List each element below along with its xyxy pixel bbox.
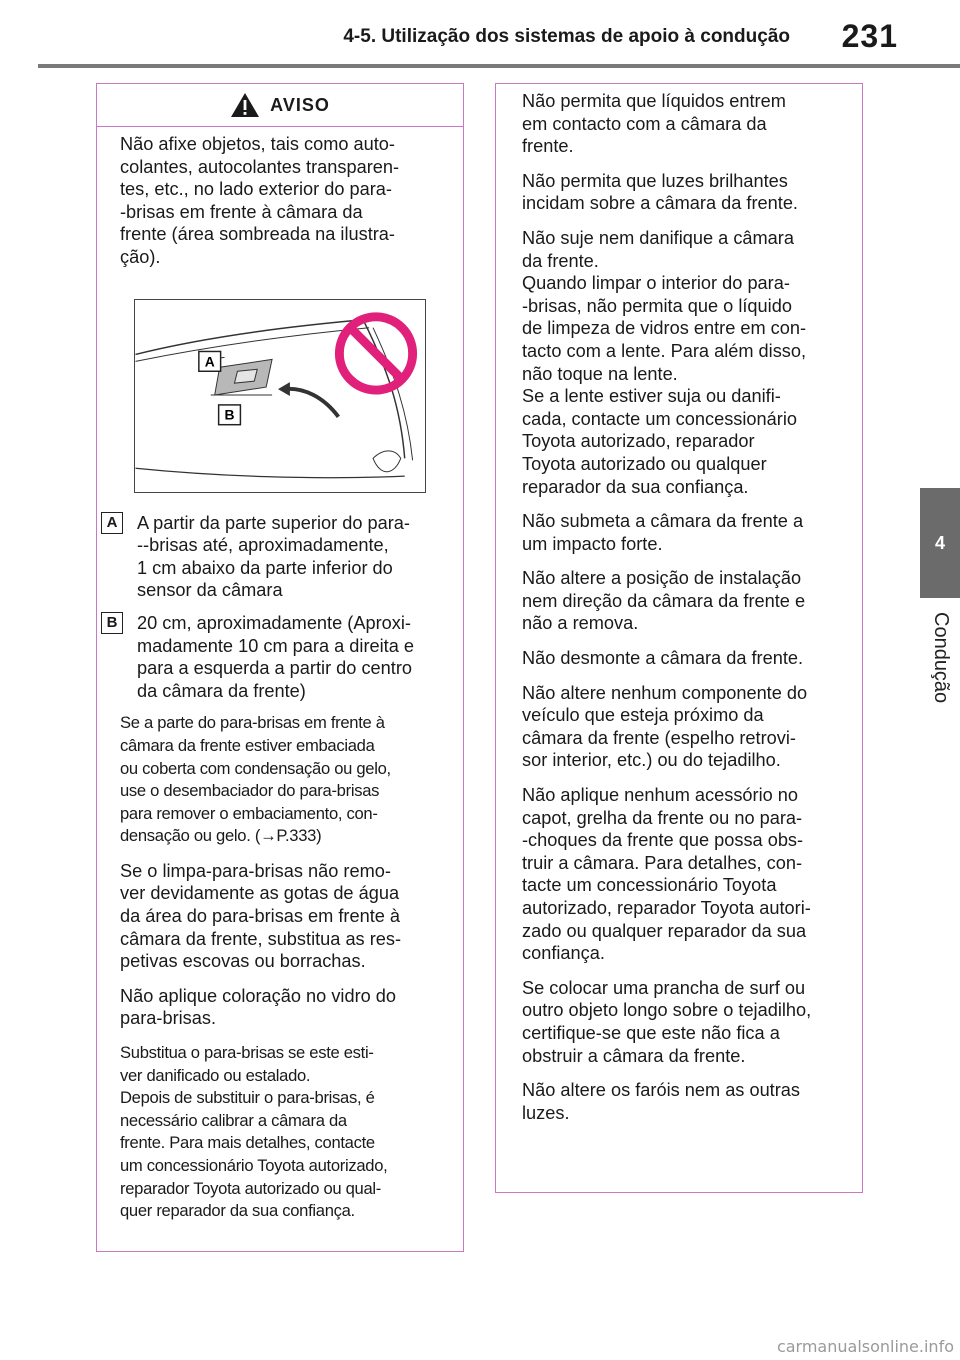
header-rule bbox=[38, 64, 960, 68]
caution-paragraph: Não desmonte a câmara da frente. bbox=[522, 648, 804, 669]
callout-a-text: A partir da parte superior do para- --brisas até, aproximadamente, 1 cm abaixo da parte inferior do sensor da câmara bbox=[137, 512, 410, 601]
illustration-label-a: A bbox=[204, 352, 215, 369]
callout-a-badge: A bbox=[101, 512, 123, 534]
caution-paragraph: Não permita que líquidos entrem em contacto com a câmara da frente. bbox=[522, 91, 786, 157]
chapter-label: Condução bbox=[930, 612, 952, 704]
warning-label: AVISO bbox=[270, 94, 330, 115]
windshield-camera-illustration bbox=[134, 299, 426, 493]
caution-paragraph: Não submeta a câmara da frente a um impacto forte. bbox=[522, 511, 804, 554]
callout-a bbox=[101, 512, 447, 602]
caution-paragraph: Não aplique nenhum acessório no capot, grelha da frente ou no para- -choques da frente que possa obs- truir a câmara. Para detalhes, con- tacte um concessionário Toyota autorizado, reparador Toyota autori- zado ou qualquer reparador da sua confiança. bbox=[522, 785, 811, 964]
caution-paragraph: Não permita que luzes brilhantes incidam sobre a câmara da frente. bbox=[522, 170, 798, 214]
footer-watermark: carmanualsonline.info bbox=[776, 1337, 954, 1356]
warning-paragraph: Substitua o para-brisas se este esti- ver danificado ou estalado. Depois de substituir o para-brisas, é necessário calibrar a câmara da frente. Para mais detalhes, contacte um concessionário Toyota autorizado, reparador Toyota autorizado ou qual- quer reparador da sua confiança. bbox=[120, 1043, 388, 1221]
caution-paragraph: Não suje nem danifique a câmara da frente. Quando limpar o interior do para- -brisas, não permita que o líquido de limpeza de vidros entre em con- tacto com a lente. Para além disso, não toque na lente. Se a lente estiver suja ou danifi- cada, contacte um concessionário Toyota autorizado, reparador Toyota autorizado ou qualquer reparador da sua confiança. bbox=[522, 227, 807, 497]
chapter-tab[interactable] bbox=[920, 488, 960, 598]
callout-b bbox=[101, 612, 447, 702]
warning-box-continued bbox=[495, 83, 863, 1193]
warning-box bbox=[96, 83, 464, 1252]
warning-paragraph: Se o limpa-para-brisas não remo- ver devidamente as gotas de água da área do para-brisas em frente à câmara da frente, substitua as res- petivas escovas ou borrachas. bbox=[120, 860, 402, 972]
warning-triangle-icon bbox=[230, 92, 260, 118]
section-title: 4-5. Utilização dos sistemas de apoio à condução bbox=[343, 26, 790, 47]
warning-intro: Não afixe objetos, tais como auto- colantes, autocolantes transparen- tes, etc., no lado exterior do para- -brisas em frente à câmara da frente (área sombreada na ilustra- ção). bbox=[120, 134, 400, 267]
caution-paragraph: Se colocar uma prancha de surf ou outro objeto longo sobre o tejadilho, certifique-se que este não fica a obstruir a câmara da frente. bbox=[522, 977, 812, 1066]
page-number: 231 bbox=[841, 18, 898, 54]
chapter-number: 4 bbox=[934, 532, 945, 553]
caution-paragraph: Não altere os faróis nem as outras luzes. bbox=[522, 1080, 800, 1123]
callout-b-text: 20 cm, aproximadamente (Aproxi- madamente 10 cm para a direita e para a esquerda a partir do centro da câmara da frente) bbox=[137, 612, 415, 701]
warning-header bbox=[97, 84, 463, 127]
callout-b-badge: B bbox=[101, 612, 123, 634]
caution-paragraph: Não altere a posição de instalação nem direção da câmara da frente e não a remova. bbox=[522, 568, 806, 634]
warning-paragraph: Se a parte do para-brisas em frente à câmara da frente estiver embaciada ou coberta com condensação ou gelo, use o desembaciador do para-brisas para remover o embaciamento, con- densação ou gelo. (→P.333) bbox=[120, 713, 391, 846]
illustration-label-b: B bbox=[224, 406, 235, 423]
warning-paragraph: Não aplique coloração no vidro do para-brisas. bbox=[120, 985, 397, 1029]
caution-paragraph: Não altere nenhum componente do veículo que esteja próximo da câmara da frente (espelho retrovi- sor interior, etc.) ou do tejadilho. bbox=[522, 682, 808, 771]
